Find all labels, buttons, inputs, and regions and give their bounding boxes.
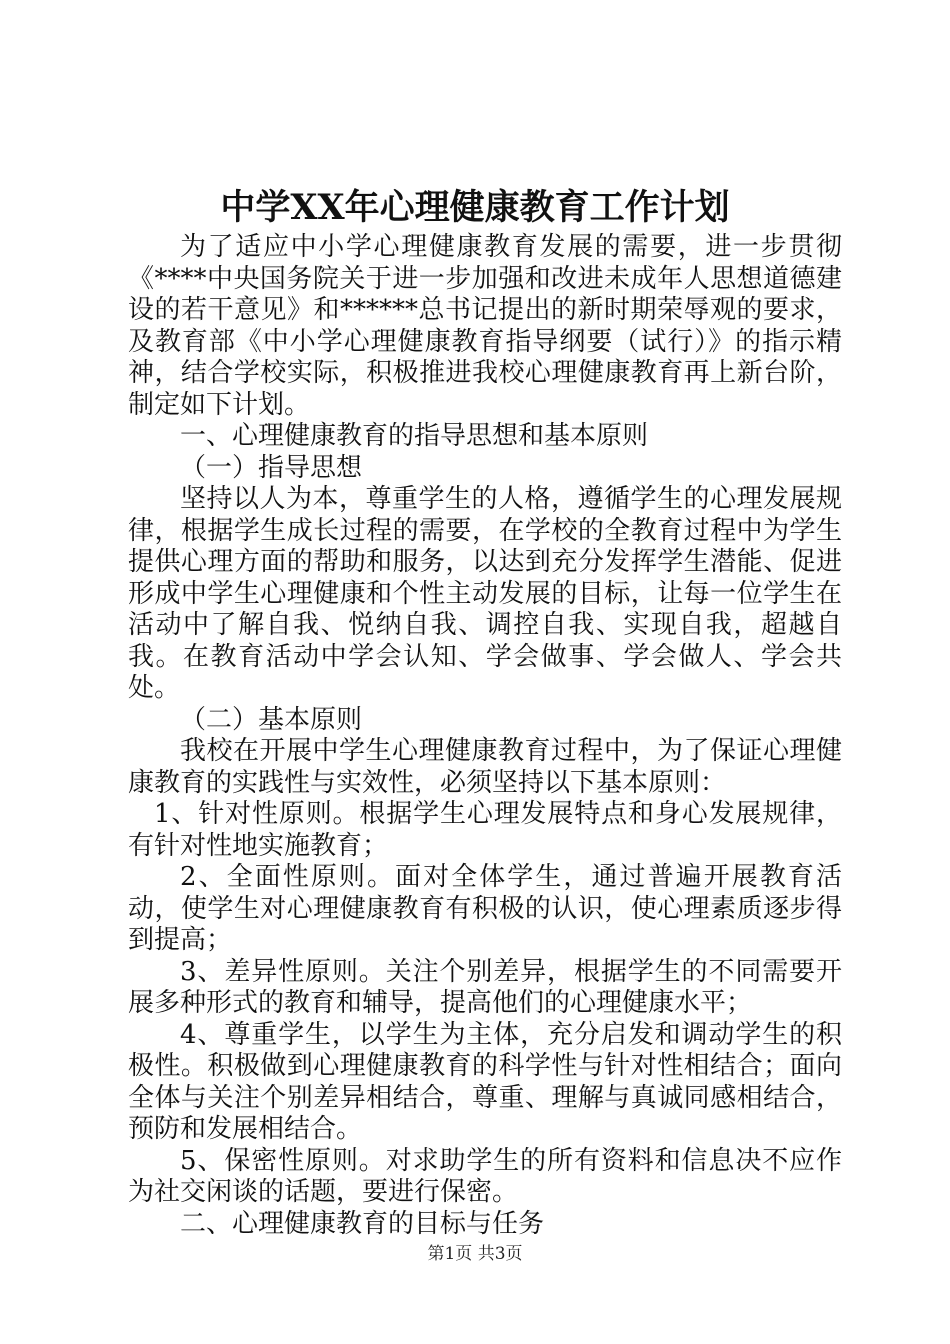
guiding-thought-paragraph: 坚持以人为本，尊重学生的人格，遵循学生的心理发展规律，根据学生成长过程的需要，在学校的全教育过程中为学生提供心理方面的帮助和服务，以达到充分发挥学生潜能、促进形成中学生心理健康和个性主动发展的目标，让每一位学生在活动中了解自我、悦纳自我、调控自我、实现自我，超越自我。在教育活动中学会认知、学会做事、学会做人、学会共处。 [128,484,842,703]
section-heading-1: 一、心理健康教育的指导思想和基本原则 [180,421,649,451]
subsection-heading-basic-principles: （二）基本原则 [180,704,363,735]
section-heading-2: 二、心理健康教育的目标与任务 [180,1208,545,1239]
page-indicator: 第1页 共3页 [427,1244,523,1264]
document-title: 中学XX年心理健康教育工作计划 [220,187,730,228]
principle-item-4: 4、尊重学生，以学生为主体，充分启发和调动学生的积极性。积极做到心理健康教育的科学性与针对性相结合；面向全体与关注个别差异相结合，尊重、理解与真诚同感相结合，预防和发展相结合。 [128,1019,842,1144]
subsection-heading-guiding-thought: （一）指导思想 [180,452,363,483]
page-footer [0,1243,950,1265]
document-body [128,232,842,1240]
principle-item-1: 1、针对性原则。根据学生心理发展特点和身心发展规律，有针对性地实施教育； [128,799,842,861]
intro-paragraph: 为了适应中小学心理健康教育发展的需要，进一步贯彻《****中央国务院关于进一步加强和改进未成年人思想道德建设的若干意见》和******总书记提出的新时期荣辱观的要求，及教育部《中小学心理健康教育指导纲要（试行）》的指示精神，结合学校实际，积极推进我校心理健康教育再上新台阶，制定如下计划。 [128,232,842,420]
principles-intro-paragraph: 我校在开展中学生心理健康教育过程中，为了保证心理健康教育的实践性与实效性，必须坚持以下基本原则： [128,736,842,798]
principle-item-5: 5、保密性原则。对求助学生的所有资料和信息决不应作为社交闲谈的话题，要进行保密。 [128,1145,842,1207]
principle-item-3: 3、差异性原则。关注个别差异，根据学生的不同需要开展多种形式的教育和辅导，提高他们的心理健康水平； [128,956,842,1018]
principle-item-2: 2、全面性原则。面对全体学生，通过普遍开展教育活动，使学生对心理健康教育有积极的认识，使心理素质逐步得到提高； [128,862,842,955]
